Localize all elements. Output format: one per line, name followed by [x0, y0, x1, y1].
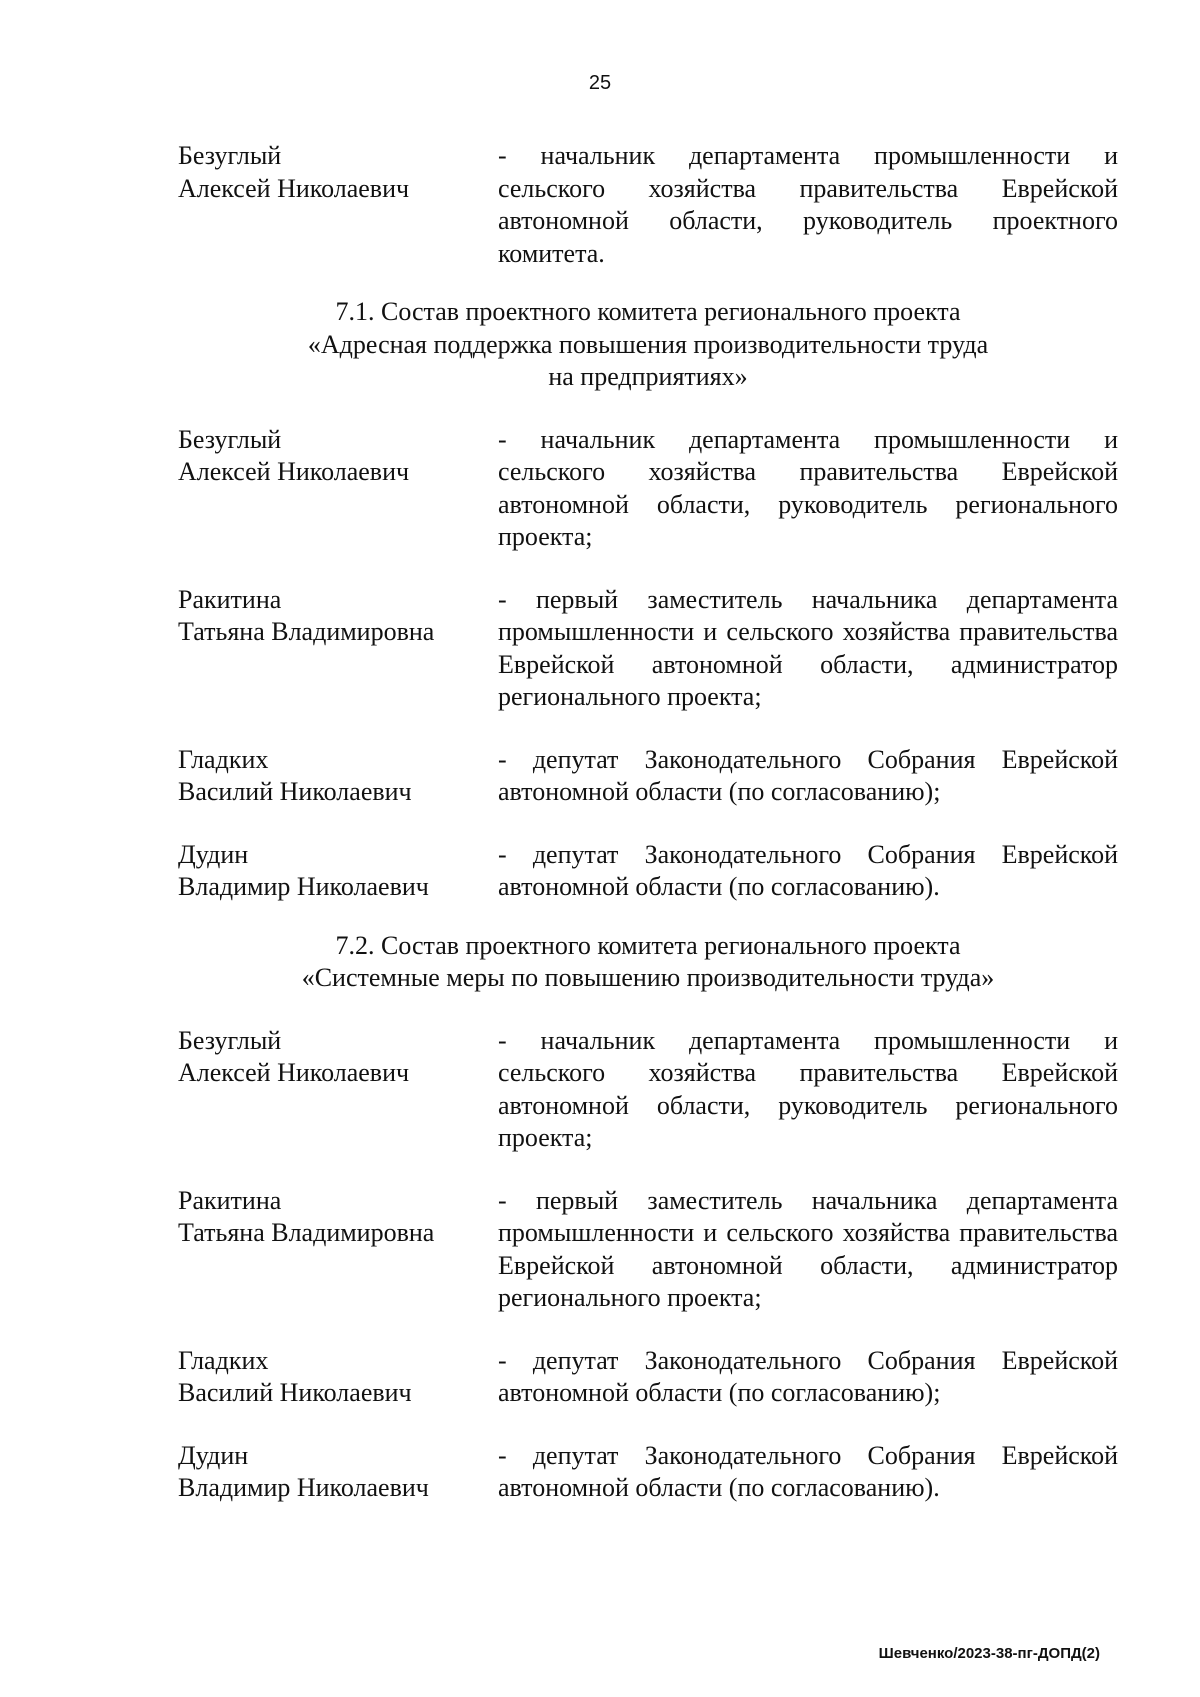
member-role: - первый заместитель начальника департамента промышленности и сельского хозяйства правительства Еврейской автономной области, администратор регионального проекта;	[498, 1185, 1118, 1312]
member-name	[178, 1025, 498, 1155]
document-body	[178, 140, 1118, 1505]
spacer	[178, 1410, 1118, 1440]
member-given-names: Татьяна Владимировна	[178, 1218, 435, 1247]
member-given-names: Алексей Николаевич	[178, 173, 410, 203]
member-name	[178, 839, 498, 904]
member-role: - начальник департамента промышленности и сельского хозяйства правительства Еврейской автономной области, руководитель регионального проекта;	[498, 1025, 1118, 1152]
committee-member	[178, 424, 1118, 554]
member-name	[178, 744, 498, 809]
spacer	[178, 554, 1118, 584]
member-given-names: Владимир Николаевич	[178, 1473, 429, 1502]
section-title-line: 7.1. Состав проектного комитета регионального проекта	[335, 297, 961, 326]
member-surname: Безуглый	[178, 1025, 282, 1055]
spacer	[178, 714, 1118, 744]
member-role: - депутат Законодательного Собрания Еврейской автономной области (по согласованию);	[498, 744, 1118, 806]
committee-member	[178, 839, 1118, 904]
committee-member	[178, 1345, 1118, 1410]
member-role: - начальник департамента промышленности и сельского хозяйства правительства Еврейской автономной области, руководитель регионального проекта;	[498, 424, 1118, 551]
member-surname: Гладких	[178, 1345, 269, 1375]
member-role: - начальник департамента промышленности и сельского хозяйства правительства Еврейской автономной области, руководитель проектного комитета.	[498, 141, 1118, 268]
member-given-names: Владимир Николаевич	[178, 872, 429, 901]
member-role: - депутат Законодательного Собрания Еврейской автономной области (по согласованию).	[498, 1440, 1118, 1502]
section-title-line: 7.2. Состав проектного комитета регионального проекта	[335, 930, 961, 960]
member-given-names: Алексей Николаевич	[178, 457, 410, 486]
spacer	[178, 1155, 1118, 1185]
committee-member	[178, 140, 1118, 270]
member-name	[178, 584, 498, 714]
committee-member	[178, 1025, 1118, 1155]
document-code: Шевченко/2023-38-пг-ДОПД(2)	[878, 1645, 1100, 1662]
member-surname: Безуглый	[178, 424, 282, 454]
member-surname: Гладких	[178, 744, 269, 774]
member-role: - первый заместитель начальника департамента промышленности и сельского хозяйства правительства Еврейской автономной области, администратор регионального проекта;	[498, 584, 1118, 711]
member-given-names: Татьяна Владимировна	[178, 617, 435, 646]
member-given-names: Василий Николаевич	[178, 777, 412, 806]
member-role: - депутат Законодательного Собрания Еврейской автономной области (по согласованию);	[498, 1345, 1118, 1407]
member-surname: Ракитина	[178, 1185, 282, 1215]
member-role: - депутат Законодательного Собрания Еврейской автономной области (по согласованию).	[498, 839, 1118, 901]
member-name	[178, 140, 498, 270]
committee-member	[178, 744, 1118, 809]
page-number: 25	[588, 72, 612, 94]
member-surname: Ракитина	[178, 584, 282, 614]
section-title	[178, 930, 1118, 995]
committee-member	[178, 1185, 1118, 1315]
member-surname: Дудин	[178, 839, 249, 869]
member-name	[178, 424, 498, 554]
section-title-line: «Адресная поддержка повышения производительности труда	[307, 329, 989, 359]
committee-member	[178, 1440, 1118, 1505]
member-name	[178, 1185, 498, 1315]
section-title-line: «Системные меры по повышению производительности труда»	[301, 963, 995, 992]
member-surname: Дудин	[178, 1440, 249, 1470]
section-title-line: на предприятиях»	[548, 362, 748, 391]
member-surname: Безуглый	[178, 141, 282, 170]
spacer	[178, 809, 1118, 839]
section-title	[178, 296, 1118, 394]
member-name	[178, 1440, 498, 1505]
spacer	[178, 1315, 1118, 1345]
member-name	[178, 1345, 498, 1410]
committee-member	[178, 584, 1118, 714]
member-given-names: Алексей Николаевич	[178, 1058, 410, 1087]
member-given-names: Василий Николаевич	[178, 1378, 412, 1407]
